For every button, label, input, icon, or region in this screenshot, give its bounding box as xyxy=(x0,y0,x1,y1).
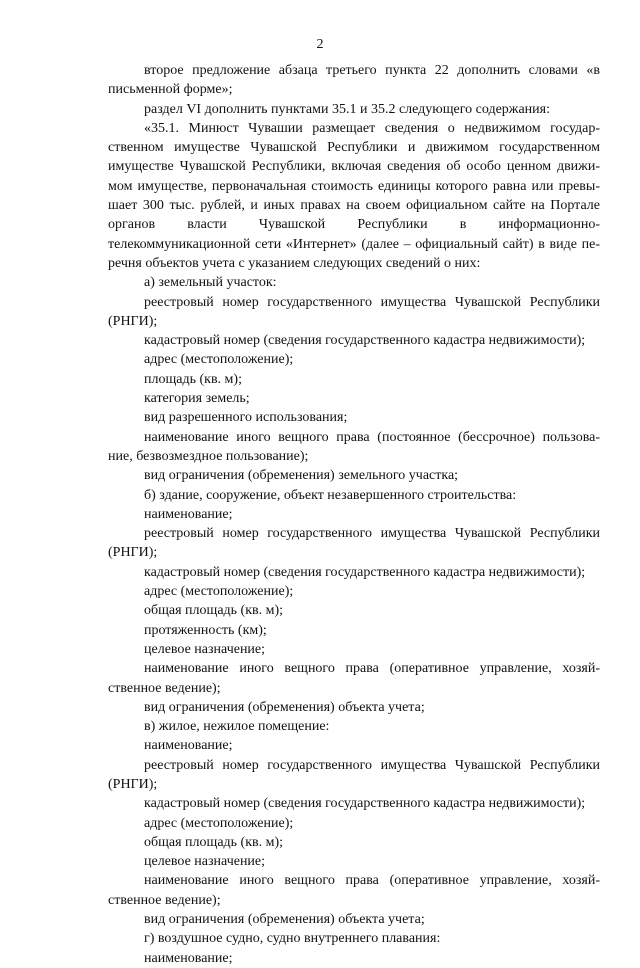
text-line: вид разрешенного использования; xyxy=(144,410,348,426)
text-line: кадастровый номер (сведения государственного кадастра недвижимости); xyxy=(144,564,586,580)
text-line: вид ограничения (обременения) земельного участка; xyxy=(144,468,459,484)
text-line: телекоммуникационной сети «Интернет» (далее – официальный сайт) в виде пе- xyxy=(108,236,600,252)
text-line: реестровый номер государственного имущества Чувашской Республики xyxy=(144,294,600,310)
text-line: ние, безвозмездное пользование); xyxy=(108,448,309,464)
document-body xyxy=(108,61,600,968)
text-line: наименование; xyxy=(144,506,233,522)
text-line: наименование иного вещного права (оперативное управление, хозяй- xyxy=(144,873,600,889)
text-line: общая площадь (кв. м); xyxy=(144,834,284,850)
text-line: вид ограничения (обременения) объекта учета; xyxy=(144,699,425,715)
text-line: а) земельный участок: xyxy=(144,275,277,291)
text-line: адрес (местоположение); xyxy=(144,815,294,831)
text-line: г) воздушное судно, судно внутреннего плавания: xyxy=(144,931,441,947)
text-line: протяженность (км); xyxy=(144,622,267,638)
text-line: раздел VI дополнить пунктами 35.1 и 35.2 следующего содержания: xyxy=(144,101,550,117)
text-line: кадастровый номер (сведения государственного кадастра недвижимости); xyxy=(144,333,586,349)
text-line: адрес (местоположение); xyxy=(144,352,294,368)
text-line: реестровый номер государственного имущества Чувашской Республики xyxy=(144,757,600,773)
text-line: органов власти Чувашской Республики в информационно- xyxy=(108,217,600,233)
text-line: наименование; xyxy=(144,738,233,754)
text-line: площадь (кв. м); xyxy=(144,371,242,387)
text-line: в) жилое, нежилое помещение: xyxy=(144,719,330,735)
text-line: категория земель; xyxy=(144,391,250,407)
text-line: целевое назначение; xyxy=(144,641,266,657)
text-line: письменной форме»; xyxy=(108,82,233,98)
text-line: наименование иного вещного права (постоянное (бессрочное) пользова- xyxy=(144,429,600,445)
text-line: целевое назначение; xyxy=(144,854,266,870)
text-line: «35.1. Минюст Чувашии размещает сведения о недвижимом государ- xyxy=(144,120,600,136)
text-line: наименование иного вещного права (оперативное управление, хозяй- xyxy=(144,661,600,677)
text-line: вид ограничения (обременения) объекта учета; xyxy=(144,912,425,928)
text-line: реестровый номер государственного имущества Чувашской Республики xyxy=(144,526,600,542)
text-line: наименование; xyxy=(144,950,233,966)
text-line: ственном имуществе Чувашской Республики и движимом государственном xyxy=(108,140,600,156)
text-line: речня объектов учета с указанием следующих сведений о них: xyxy=(108,255,481,271)
page-number: 2 xyxy=(316,37,324,52)
text-line: (РНГИ); xyxy=(108,313,158,329)
text-line: общая площадь (кв. м); xyxy=(144,603,284,619)
text-line: шает 300 тыс. рублей, и иных правах на своем официальном сайте на Портале xyxy=(108,198,600,214)
text-line: ственное ведение); xyxy=(108,680,221,696)
text-line: (РНГИ); xyxy=(108,776,158,792)
text-line: (РНГИ); xyxy=(108,545,158,561)
text-line: ственное ведение); xyxy=(108,892,221,908)
text-line: мом имуществе, первоначальная стоимость единицы которого равна или превы- xyxy=(108,178,600,194)
text-line: б) здание, сооружение, объект незавершенного строительства: xyxy=(144,487,517,503)
text-line: имуществе Чувашской Республики, включая сведения об особо ценном движи- xyxy=(108,159,600,175)
text-line: кадастровый номер (сведения государственного кадастра недвижимости); xyxy=(144,796,586,812)
text-line: адрес (местоположение); xyxy=(144,584,294,600)
text-line: второе предложение абзаца третьего пункта 22 дополнить словами «в xyxy=(144,63,600,78)
